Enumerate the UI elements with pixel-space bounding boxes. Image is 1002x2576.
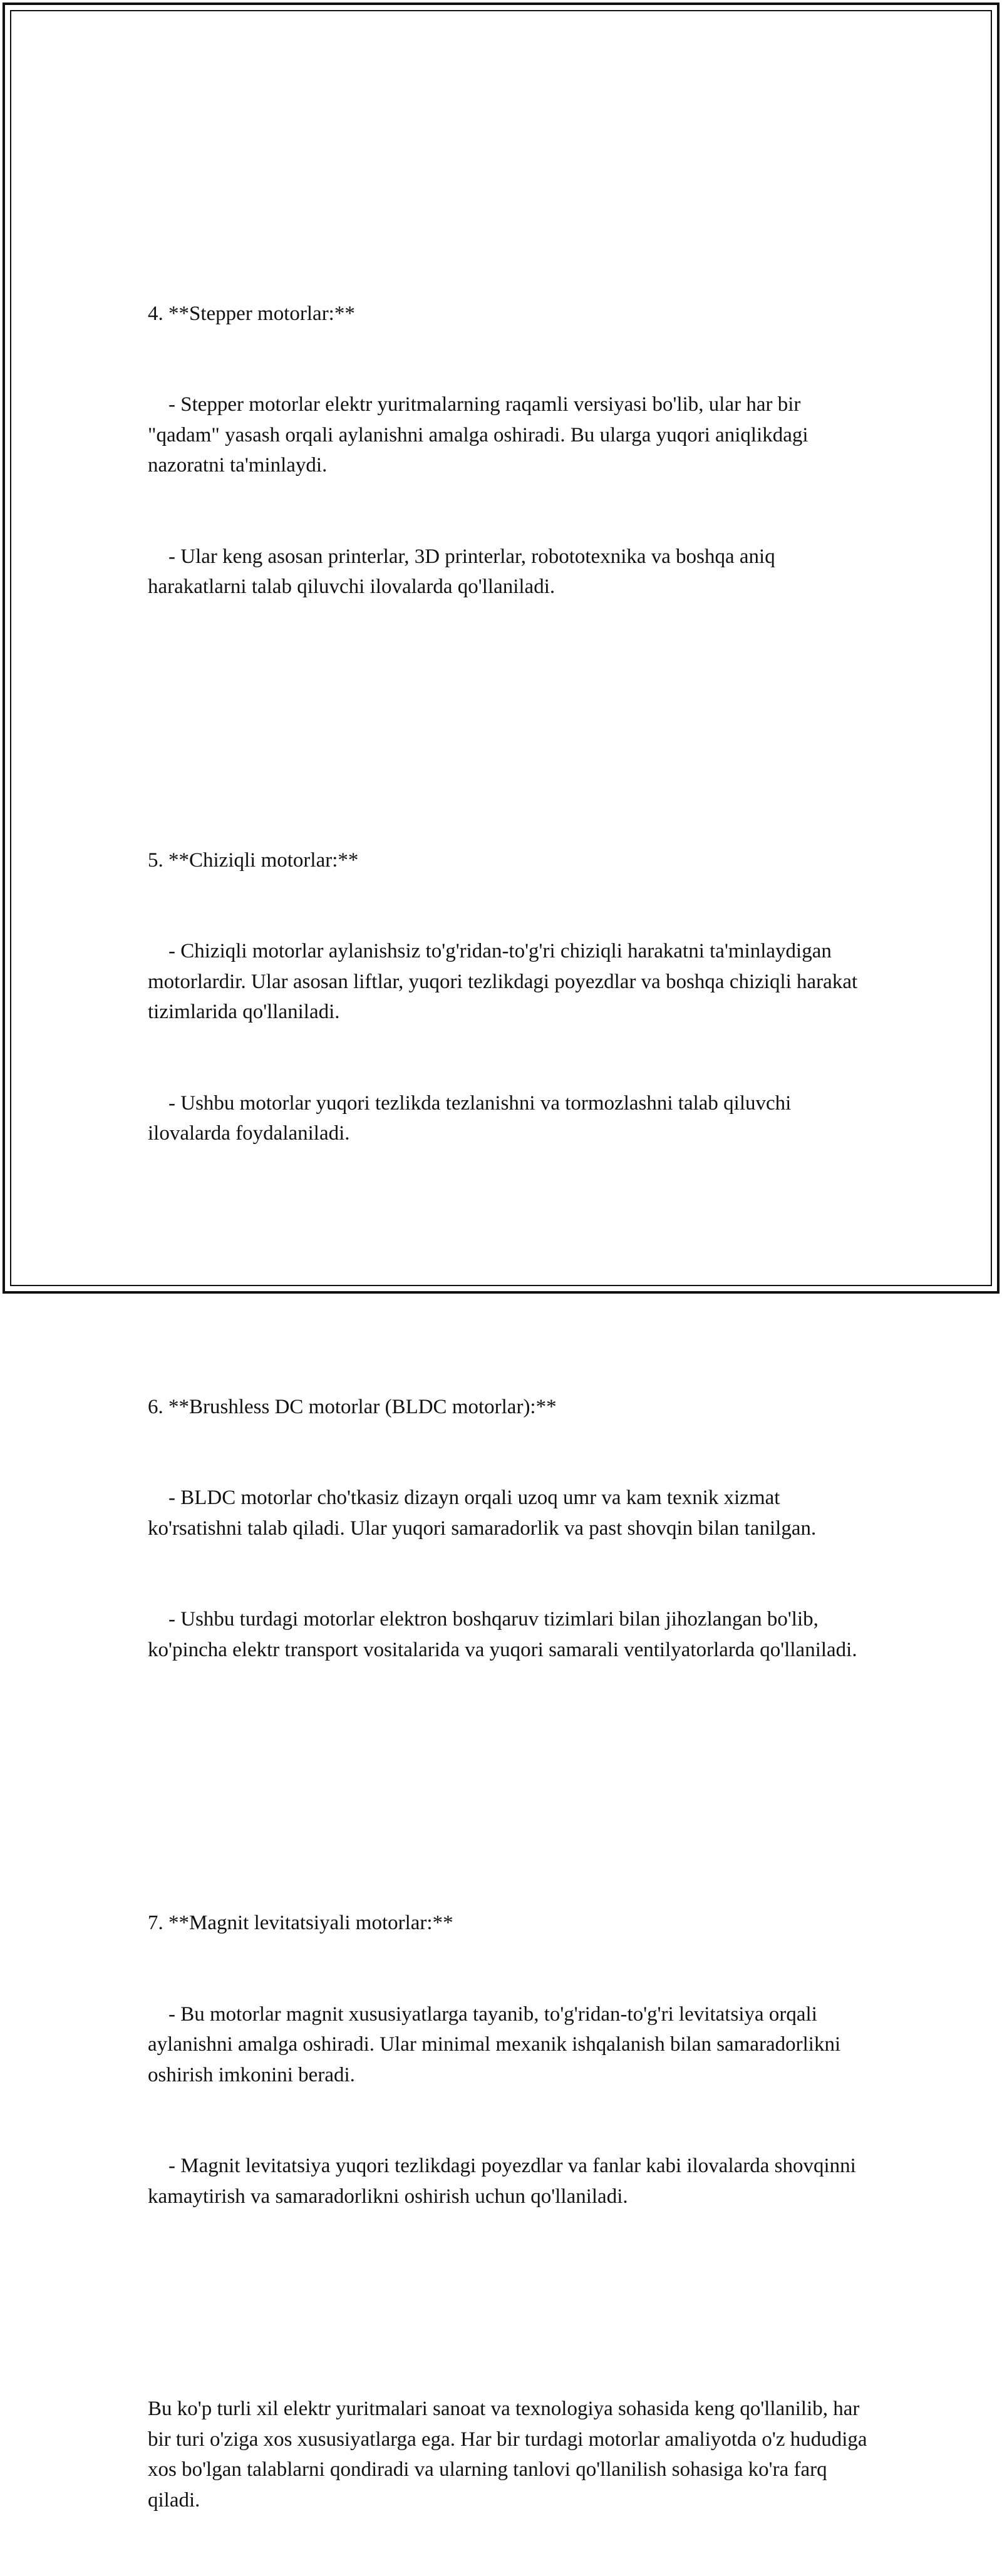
section-heading: 4. **Stepper motorlar:** <box>148 302 355 325</box>
section-stepper-motors <box>148 238 868 663</box>
section-heading: 5. **Chiziqli motorlar:** <box>148 848 359 872</box>
closing-paragraph: Bu ko'p turli xil elektr yuritmalari sanoat va texnologiya sohasida keng qo'llanilib, har bir turi o'ziga xos xususiyatlarga ega. Har bir turdagi motorlar amaliyotda o'z hududiga xos bo'lgan talablarni qondiradi va ularning tanlovi qo'llanilish sohasiga ko'ra farq qiladi. <box>148 2398 872 2512</box>
section-bullet: - Bu motorlar magnit xususiyatlarga tayanib, to'g'ridan-to'g'ri levitatsiya orqali aylanishni amalga oshiradi. Ular minimal mexanik ishqalanish bilan samaradorlikni oshirish imkonini beradi. <box>148 2002 846 2086</box>
section-bullet: - Magnit levitatsiya yuqori tezlikdagi poyezdlar va fanlar kabi ilovalarda shovqinni kamaytirish va samaradorlikni oshirish uchun qo'llaniladi. <box>148 2155 862 2208</box>
section-bullet: - BLDC motorlar cho'tkasiz dizayn orqali uzoq umr va kam texnik xizmat ko'rsatishni talab qiladi. Ular yuqori samaradorlik va past shovqin bilan tanilgan. <box>148 1486 817 1540</box>
section-linear-motors <box>148 785 868 1210</box>
section-bullet: - Stepper motorlar elektr yuritmalarning raqamli versiyasi bo'lib, ular har bir "qadam" yasash orqali aylanishni amalga oshiradi. Bu ularga yuqori aniqlikdagi nazoratni ta'minlaydi. <box>148 393 813 477</box>
section-heading: 6. **Brushless DC motorlar (BLDC motorlar):** <box>148 1395 557 1418</box>
section-bullet: - Ushbu turdagi motorlar elektron boshqaruv tizimlari bilan jihozlangan bo'lib, ko'pincha elektr transport vositalarida va yuqori samarali ventilyatorlarda qo'llaniladi. <box>148 1608 857 1661</box>
section-bullet: - Ular keng asosan printerlar, 3D printerlar, robototexnika va boshqa aniq harakatlarni talab qiluvchi ilovalarda qo'llaniladi. <box>148 545 780 598</box>
section-bullet: - Ushbu motorlar yuqori tezlikda tezlanishni va tormozlashni talab qiluvchi ilovalarda foydalaniladi. <box>148 1091 797 1145</box>
section-bullet: - Chiziqli motorlar aylanishsiz to'g'ridan-to'g'ri chiziqli harakatni ta'minlaydigan motorlardir. Ular asosan liftlar, yuqori tezlikdagi poyezdlar va boshqa chiziqli harakat tizimlarida qo'llaniladi. <box>148 940 863 1023</box>
section-heading: 7. **Magnit levitatsiyali motorlar:** <box>148 1912 453 1934</box>
document-body <box>148 147 872 2576</box>
section-maglev-motors <box>148 1847 868 2272</box>
section-bldc-motors <box>148 1331 868 1726</box>
